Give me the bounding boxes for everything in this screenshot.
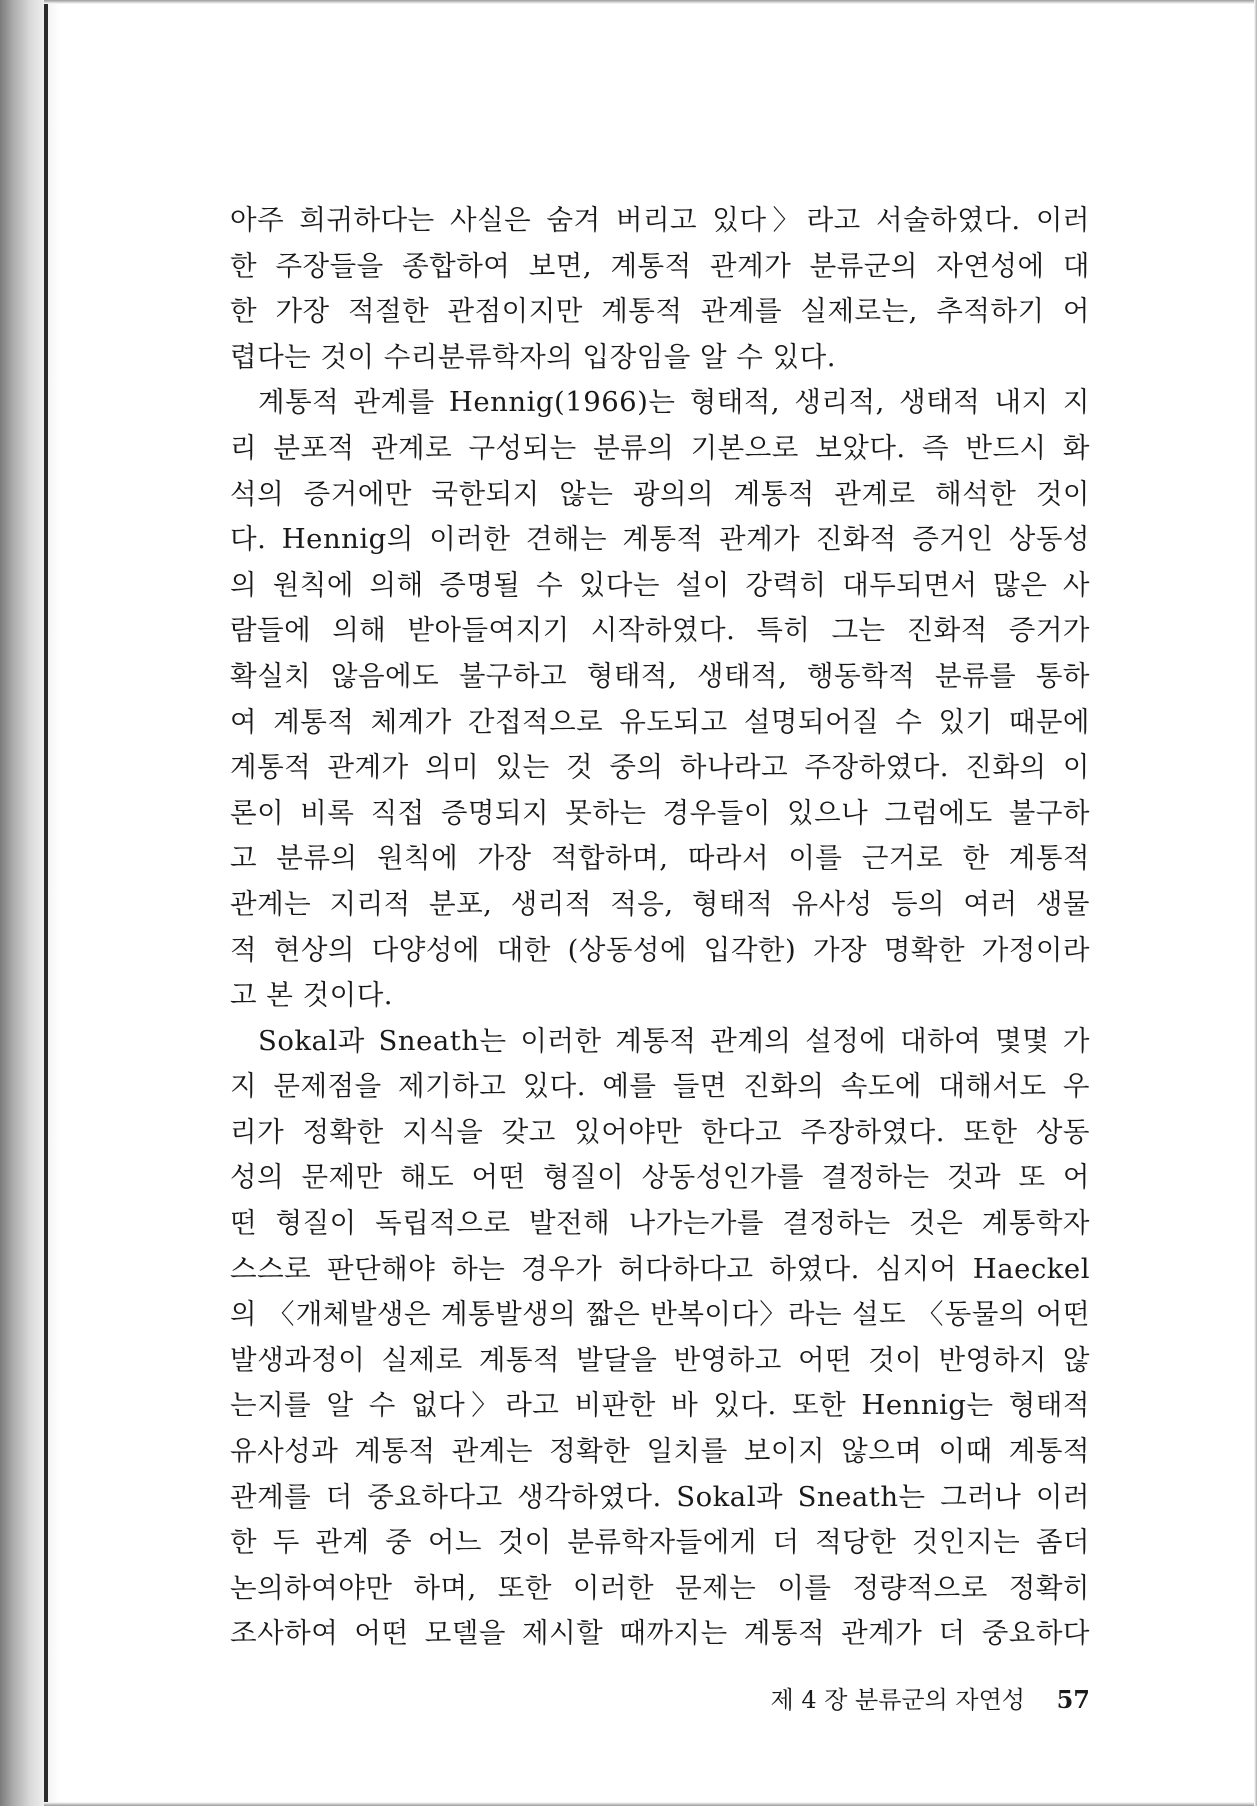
page-top-edge — [44, 0, 1257, 4]
text-line: 다. Hennig의 이러한 견해는 계통적 관계가 진화적 증거인 상동성 — [230, 523, 1090, 556]
text-line: 의 원칙에 의해 증명될 수 있다는 설이 강력히 대두되면서 많은 사 — [230, 568, 1090, 601]
page-left-edge — [44, 4, 48, 1802]
running-footer-chapter: 제 4 장 분류군의 자연성 — [770, 1686, 1025, 1714]
text-line: 석의 증거에만 국한되지 않는 광의의 계통적 관계로 해석한 것이 — [230, 477, 1090, 510]
text-line: 고 본 것이다. — [230, 979, 394, 1012]
text-line: 리가 정확한 지식을 갖고 있어야만 한다고 주장하였다. 또한 상동 — [230, 1115, 1090, 1148]
text-line: 발생과정이 실제로 계통적 발달을 반영하고 어떤 것이 반영하지 않 — [230, 1343, 1090, 1376]
text-line: 스스로 판단해야 하는 경우가 허다하다고 하였다. 심지어 Haeckel — [230, 1252, 1090, 1285]
text-line: 한 두 관계 중 어느 것이 분류학자들에게 더 적당한 것인지는 좀더 — [230, 1526, 1090, 1559]
text-line: 아주 희귀하다는 사실은 숨겨 버리고 있다〉라고 서술하였다. 이러 — [230, 204, 1090, 236]
text-line: 계통적 관계가 의미 있는 것 중의 하나라고 주장하였다. 진화의 이 — [230, 751, 1090, 784]
page-footer — [700, 1680, 1090, 1720]
text-line: 리 분포적 관계로 구성되는 분류의 기본으로 보았다. 즉 반드시 화 — [230, 431, 1090, 464]
text-line: 확실치 않음에도 불구하고 형태적, 생태적, 행동학적 분류를 통하 — [230, 659, 1090, 692]
text-line: 계통적 관계를 Hennig(1966)는 형태적, 생리적, 생태적 내지 지 — [258, 386, 1090, 419]
text-line: 관계는 지리적 분포, 생리적 적응, 형태적 유사성 등의 여러 생물 — [230, 887, 1090, 920]
page-number: 57 — [1056, 1685, 1090, 1714]
text-line: 고 분류의 원칙에 가장 적합하며, 따라서 이를 근거로 한 계통적 — [230, 842, 1090, 875]
text-line: 적 현상의 다양성에 대한 (상동성에 입각한) 가장 명확한 가정이라 — [230, 933, 1090, 966]
text-line: Sokal과 Sneath는 이러한 계통적 관계의 설정에 대하여 몇몇 가 — [258, 1024, 1090, 1057]
text-line: 떤 형질이 독립적으로 발전해 나가는가를 결정하는 것은 계통학자 — [230, 1207, 1090, 1240]
page-bottom-edge — [44, 1802, 1257, 1806]
text-line: 성의 문제만 해도 어떤 형질이 상동성인가를 결정하는 것과 또 어 — [230, 1161, 1090, 1194]
text-line: 렵다는 것이 수리분류학자의 입장임을 알 수 있다. — [230, 340, 836, 373]
text-line: 지 문제점을 제기하고 있다. 예를 들면 진화의 속도에 대해서도 우 — [230, 1070, 1090, 1103]
text-line: 한 가장 적절한 관점이지만 계통적 관계를 실제로는, 추적하기 어 — [230, 295, 1090, 328]
text-line: 의 〈개체발생은 계통발생의 짧은 반복이다〉라는 설도 〈동물의 어떤 — [230, 1298, 1090, 1331]
text-line: 조사하여 어떤 모델을 제시할 때까지는 계통적 관계가 더 중요하다 — [230, 1617, 1090, 1650]
body-text — [230, 198, 1090, 1657]
text-line: 한 주장들을 종합하여 보면, 계통적 관계가 분류군의 자연성에 대 — [230, 249, 1090, 282]
text-line: 여 계통적 체계가 간접적으로 유도되고 설명되어질 수 있기 때문에 — [230, 705, 1090, 738]
text-line: 유사성과 계통적 관계는 정확한 일치를 보이지 않으며 이때 계통적 — [230, 1435, 1090, 1468]
book-binding-shadow — [0, 0, 60, 1806]
text-line: 론이 비록 직접 증명되지 못하는 경우들이 있으나 그럼에도 불구하 — [230, 796, 1090, 829]
text-line: 관계를 더 중요하다고 생각하였다. Sokal과 Sneath는 그러나 이러 — [230, 1480, 1090, 1513]
text-line: 논의하여야만 하며, 또한 이러한 문제는 이를 정량적으로 정확히 — [230, 1571, 1090, 1604]
text-line: 람들에 의해 받아들여지기 시작하였다. 특히 그는 진화적 증거가 — [230, 614, 1090, 647]
text-line: 는지를 알 수 없다〉라고 비판한 바 있다. 또한 Hennig는 형태적 — [230, 1389, 1090, 1422]
